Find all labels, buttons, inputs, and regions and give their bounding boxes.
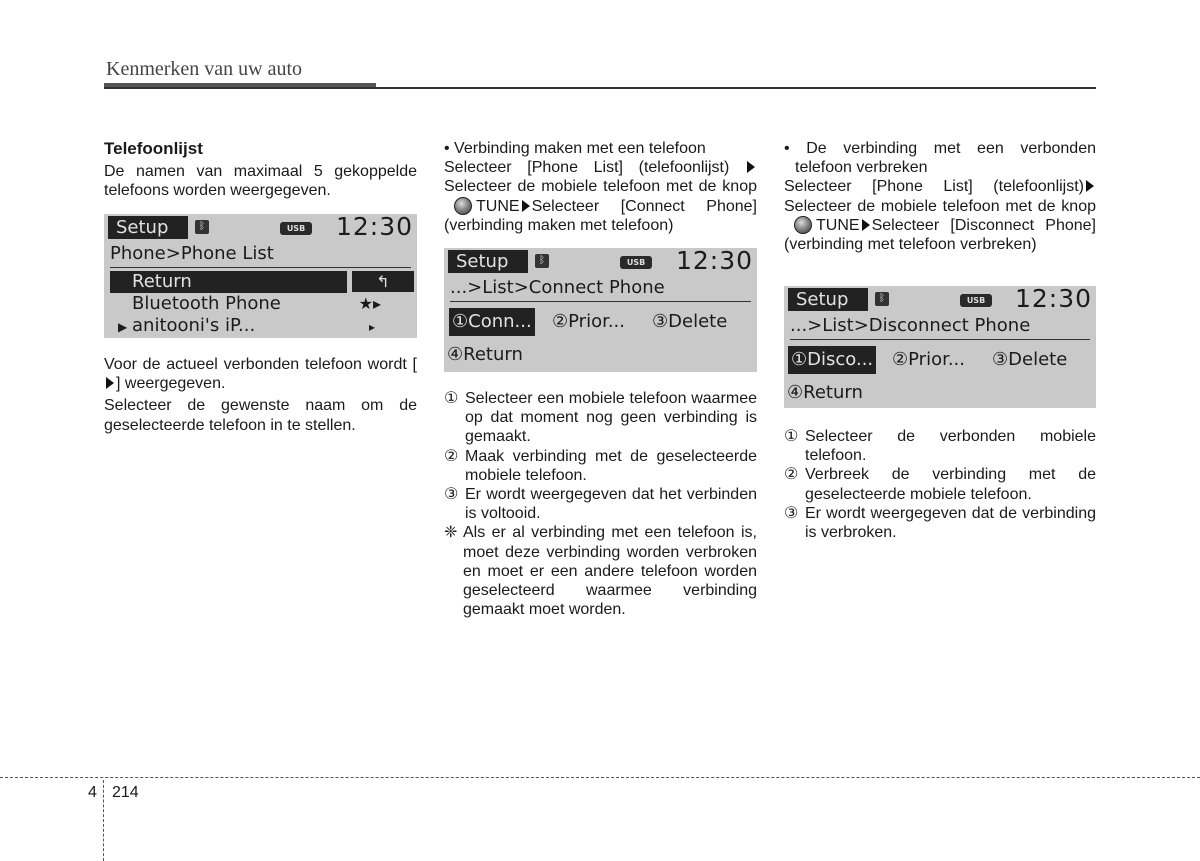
step-item: ① Selecteer de verbonden mobiele telefoon. (784, 428, 1096, 465)
clock: 12:30 (675, 248, 753, 275)
option-connect[interactable]: ①Conn... (449, 308, 535, 336)
step-item: ① Selecteer een mobiele telefoon waarmee op dat moment nog geen verbinding is gemaakt. (444, 390, 757, 446)
setup-label: Setup (448, 250, 528, 273)
column-1-body (104, 355, 417, 435)
triangle-right-icon (106, 377, 114, 389)
option-return[interactable]: ④Return (447, 344, 523, 365)
list-item-label: anitooni's iP... (132, 315, 256, 336)
usb-icon: USB (960, 294, 992, 307)
screen-status-bar (104, 214, 417, 240)
triangle-right-icon (1086, 180, 1094, 192)
connect-phone-screen (444, 248, 757, 372)
header-rule (104, 87, 1096, 89)
screen-divider (790, 339, 1090, 340)
select-note: Selecteer de gewenste naam om de geselecteerde telefoon in te stellen. (104, 397, 417, 434)
options-row (444, 308, 757, 341)
bluetooth-icon: ᛒ (195, 220, 209, 234)
header-title: Kenmerken van uw auto (106, 58, 303, 80)
bluetooth-icon: ᛒ (535, 254, 549, 268)
section-title: Telefoonlijst (104, 139, 203, 158)
intro-text: De namen van maximaal 5 gekoppelde telefoons worden weergegeven. (104, 163, 417, 200)
setup-label: Setup (788, 288, 868, 311)
clock: 12:30 (1014, 286, 1092, 313)
bluetooth-icon: ᛒ (875, 292, 889, 306)
tune-knob-icon (454, 197, 472, 215)
column-2 (444, 139, 757, 235)
usb-icon: USB (280, 222, 312, 235)
options-row (784, 346, 1096, 379)
screen-path: ...>List>Disconnect Phone (790, 315, 1031, 336)
step-item: ③ Er wordt weergegeven dat het verbinden is voltooid. (444, 486, 757, 523)
column-3-steps (784, 427, 1096, 542)
options-row (444, 341, 757, 372)
arrow-right-icon: ▸ (368, 320, 375, 334)
triangle-right-icon (522, 200, 530, 212)
footer-vertical-divider (103, 780, 104, 861)
footer-divider (0, 777, 1200, 778)
chapter-number: 4 (88, 784, 97, 801)
option-priority[interactable]: ②Prior... (892, 349, 966, 370)
column-3 (784, 139, 1096, 254)
star-icon: ★▸ (358, 294, 381, 313)
triangle-right-icon (862, 219, 870, 231)
step-item: ③ Er wordt weergegeven dat de verbinding is verbroken. (784, 504, 1096, 542)
option-delete[interactable]: ③Delete (652, 311, 728, 332)
step-item: ② Maak verbinding met de geselecteerde mobiele telefoon. (444, 447, 757, 484)
instructions: Selecteer [Phone List] (telefoonlijst) Selecteer de mobiele telefoon met de knopTUNE Selecteer [Disconnect Phone] (verbinding met telefoon verbreken) (784, 178, 1096, 254)
usb-icon: USB (620, 256, 652, 269)
page-number: 214 (112, 784, 139, 801)
option-priority[interactable]: ②Prior... (552, 311, 626, 332)
connected-marker-icon: ▶ (118, 320, 128, 334)
triangle-right-icon (747, 161, 755, 173)
tune-knob-icon (794, 216, 812, 234)
bullet-title: • Verbinding maken met een telefoon (444, 140, 706, 157)
screen-divider (450, 301, 751, 302)
clock: 12:30 (335, 214, 413, 241)
column-1 (104, 138, 417, 200)
screen-status-bar (444, 248, 757, 274)
screen-path: ...>List>Connect Phone (450, 277, 665, 298)
disconnect-phone-screen (784, 286, 1096, 408)
option-disconnect[interactable]: ①Disco... (788, 346, 876, 374)
list-item-bluetooth-phone[interactable] (110, 293, 411, 315)
options-row (784, 379, 1096, 408)
list-item-phone[interactable] (110, 315, 411, 337)
phone-list-screen (104, 214, 417, 338)
screen-path: Phone>Phone List (110, 243, 274, 264)
connected-note: Voor de actueel verbonden telefoon wordt [] weergegeven. (104, 356, 417, 393)
instructions: Selecteer [Phone List] (telefoonlijst) Selecteer de mobiele telefoon met de knopTUNE Selecteer [Connect Phone] (verbinding maken met telefoon) (444, 159, 757, 234)
setup-label: Setup (108, 216, 188, 239)
note-item: ❈ Als er al verbinding met een telefoon is, moet deze verbinding worden verbroken en moet er een andere telefoon worden geselecteerd waarmee verbinding gemaakt moet worden. (444, 524, 757, 619)
screen-status-bar (784, 286, 1096, 312)
list-item-label: Return (132, 271, 192, 292)
bullet-title: • De verbinding met een verbonden telefoon verbreken (784, 140, 1096, 177)
option-delete[interactable]: ③Delete (992, 349, 1068, 370)
list-item-return[interactable] (110, 271, 347, 293)
list-item-label: Bluetooth Phone (132, 293, 281, 314)
return-key-icon[interactable]: ↰ (352, 271, 414, 292)
column-2-steps (444, 389, 757, 619)
option-return[interactable]: ④Return (787, 382, 863, 403)
step-item: ② Verbreek de verbinding met de geselecteerde mobiele telefoon. (784, 466, 1096, 503)
